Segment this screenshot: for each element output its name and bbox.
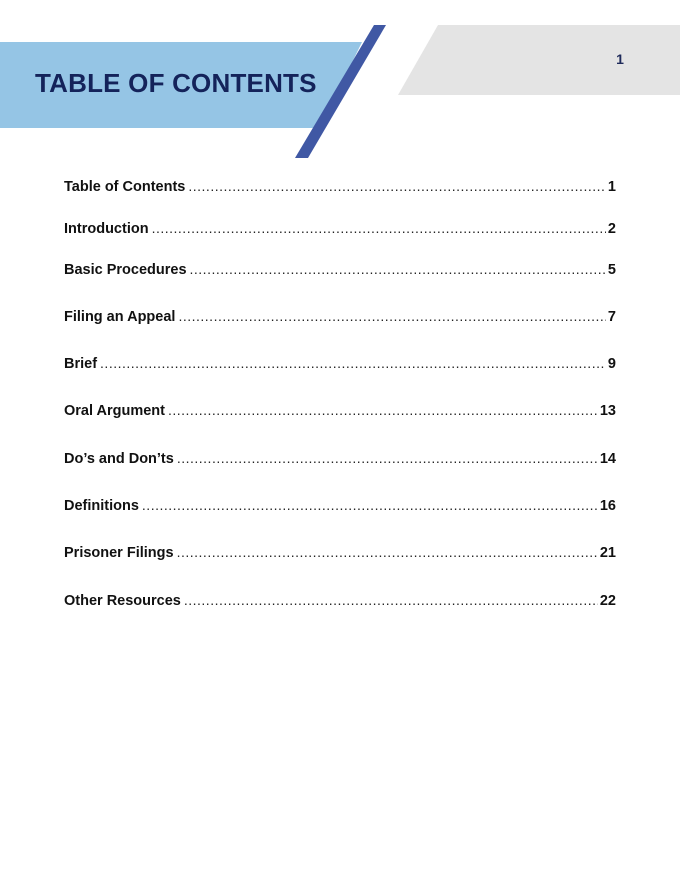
toc-entry-label: Do’s and Don’ts [64,451,174,467]
toc-entry-label: Prisoner Filings [64,545,174,561]
toc-entry-page: 16 [599,498,616,514]
toc-entry-page: 5 [607,262,616,278]
dot-leader [178,308,605,324]
toc-entry-page: 2 [607,221,616,237]
toc-entry-prisoner-filings[interactable] [64,544,616,566]
toc-entry-label: Basic Procedures [64,262,187,278]
dot-leader [100,355,606,371]
toc-entry-page: 21 [599,545,616,561]
toc-entry-dos-and-donts[interactable] [64,450,616,472]
dot-leader [188,178,606,194]
page-title: TABLE OF CONTENTS [35,68,317,98]
toc-entry-other-resources[interactable] [64,592,616,614]
toc-entry-page: 22 [599,593,616,609]
toc-entry-page: 9 [607,356,616,372]
dot-leader [190,261,606,277]
dot-leader [177,544,598,560]
dot-leader [152,220,606,236]
toc-entry-basic-procedures[interactable] [64,261,616,283]
dot-leader [184,592,598,608]
toc-entry-page: 7 [607,309,616,325]
toc-entry-label: Filing an Appeal [64,309,176,325]
dot-leader [142,497,598,513]
toc-entry-oral-argument[interactable] [64,402,616,424]
toc-entry-filing-an-appeal[interactable] [64,308,616,330]
toc-entry-table-of-contents[interactable] [64,178,616,200]
toc-entry-page: 13 [599,403,616,419]
toc-entry-label: Oral Argument [64,403,165,419]
toc-entry-brief[interactable] [64,355,616,377]
toc-entry-label: Introduction [64,221,149,237]
toc-entry-page: 1 [607,179,616,195]
toc-entry-label: Other Resources [64,593,181,609]
toc-entry-label: Table of Contents [64,179,186,195]
dot-leader [177,450,598,466]
page-number: 1 [616,51,624,67]
toc-entry-definitions[interactable] [64,497,616,519]
toc-entry-label: Definitions [64,498,139,514]
gray-band [398,25,680,95]
toc-entry-introduction[interactable] [64,220,616,242]
dot-leader [168,402,598,418]
toc-entry-label: Brief [64,356,98,372]
toc-entry-page: 14 [599,451,616,467]
